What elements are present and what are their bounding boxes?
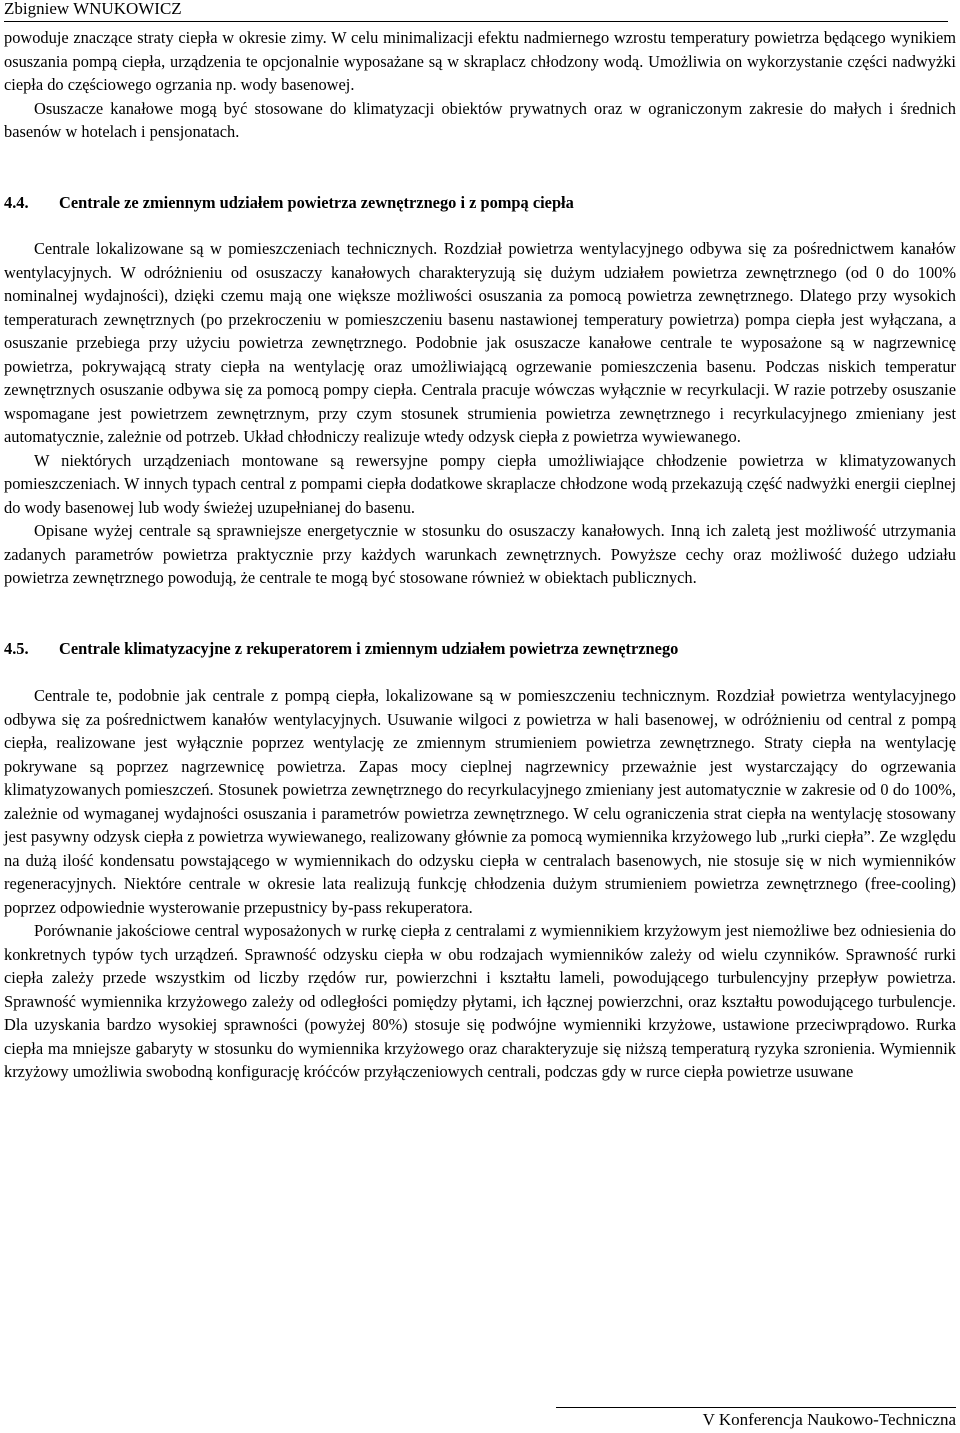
spacer bbox=[4, 660, 956, 684]
paragraph-section-4-5-2: Porównanie jakościowe central wyposażonych w rurkę ciepła z centralami z wymiennikiem krzyżowym jest niemożliwe bez odniesienia do konkretnych typów tych urządzeń. Sprawność odzysku ciepła w obu rodzajach wymienników zależy od wielu czynników. Sprawność rurki ciepła zależy przede wszystkim od liczby rzędów rur, powierzchni i kształtu lameli, powodującego turbulencyjny przepływ powietrza. Sprawność wymiennika krzyżowego zależy od odległości pomiędzy płytami, ich łącznej powierzchni, oraz kształtu powodującego turbulencje. Dla uzyskania bardzo wysokiej sprawności (powyżej 80%) stosuje się podwójne wymienniki krzyżowe, ustawione przeciwprądowo. Rurka ciepła ma mniejsze gabaryty w stosunku do wymiennika krzyżowego oraz charakteryzuje się niższą temperaturą ryzyka szronienia. Wymiennik krzyżowy umożliwia swobodną konfigurację króćców przyłączeniowych centrali, podczas gdy w rurce ciepła powietrze usuwane bbox=[4, 921, 956, 1081]
paragraph-duct-dehumidifiers: Osuszacze kanałowe mogą być stosowane do klimatyzacji obiektów prywatnych oraz w ograniczonym zakresie do małych i średnich basenów w hotelach i pensjonatach. bbox=[4, 98, 956, 141]
paragraph-section-4-4-3: Opisane wyżej centrale są sprawniejsze energetycznie w stosunku do osuszaczy kanałowych. Inną ich zaletą jest możliwość utrzymania zadanych parametrów powietrza praktycznie przy każdych warunkach zewnętrznych. Powyższe cechy oraz możliwość dużego udziału powietrza zewnętrznego powodują, że centrale te mogą być stosowane również w obiektach publicznych. bbox=[4, 521, 956, 587]
section-number: 4.4. bbox=[4, 192, 29, 212]
running-header-author: Zbigniew WNUKOWICZ bbox=[4, 0, 948, 22]
spacer bbox=[4, 214, 956, 237]
section-title: Centrale ze zmiennym udziałem powietrza zewnętrznego i z pompą ciepła bbox=[59, 192, 574, 212]
paragraph-section-4-5-1: Centrale te, podobnie jak centrale z pompą ciepła, lokalizowane są w pomieszczeniu technicznym. Rozdział powietrza wentylacyjnego odbywa się za pośrednictwem kanałów wentylacyjnych. Usuwanie wilgoci z powietrza w hali basenowej, w odróżnieniu od central z pompą ciepła, realizowane jest wyłącznie poprzez wentylację ze zmiennym strumieniem powietrza zewnętrznego. Straty ciepła na wentylację pokrywane są poprzez nagrzewnicę powietrza. Zapas mocy cieplnej nagrzewnicy przeważnie jest wystarczający do ogrzewania klimatyzowanych pomieszczeń. Stosunek powietrza zewnętrznego do recyrkulacyjnego zmieniany jest automatycznie w zakresie od 0 do 100%, zależnie od wymaganej wydajności osuszania i parametrów powietrza zewnętrznego. W celu ograniczenia strat ciepła na wentylację stosowany jest pasywny odzysk ciepła z powietrza wywiewanego, realizowany głównie za pomocą wymiennika krzyżowego lub „rurki ciepła”. Ze względu na dużą ilość kondensatu powstającego w wymiennikach do odzysku ciepła w centralach basenowych, nie stosuje się w nich wymienników regeneracyjnych. Niektóre centrale w okresie lata realizują funkcję chłodzenia dużym strumieniem powietrza zewnętrznego (free-cooling) poprzez odpowiednie wysterowanie przepustnicy by-pass rekuperatora. bbox=[4, 686, 956, 917]
paragraph-intro-continuation: powoduje znaczące straty ciepła w okresie zimy. W celu minimalizacji efektu nadmiernego wzrostu temperatury powietrza będącego wynikiem osuszania pompą ciepła, urządzenia te opcjonalnie wyposażane są w skraplacz chłodzony wodą. Umożliwia on wykorzystanie części nadwyżki ciepła do częściowego ogrzania np. wody basenowej. bbox=[4, 28, 956, 94]
paragraph-section-4-4-1: Centrale lokalizowane są w pomieszczeniach technicznych. Rozdział powietrza wentylacyjnego odbywa się za pośrednictwem kanałów wentylacyjnych. W odróżnieniu od osuszaczy kanałowych charakteryzują się dużym udziałem powietrza zewnętrznego (od 0 do 100% nominalnej wydajności), dzięki czemu mają one większe możliwości osuszania za pomocą powietrza zewnętrznego. Dlatego przy wysokich temperaturach zewnętrznych (po przekroczeniu w pomieszczeniu basenu nastawionej temperatury powietrza) pompa ciepła jest wyłączana, a osuszanie przebiega przy użyciu powietrza zewnętrznego. Podobnie jak osuszacze kanałowe centrale te wyposażone są w nagrzewnicę powietrza, pokrywającą straty ciepła na wentylację oraz umożliwiającą ogrzewanie pomieszczenia basenu. Podczas niskich temperatur zewnętrznych osuszanie odbywa się za pomocą pompy ciepła. Centrala pracuje wówczas wyłącznie w recyrkulacji. W razie potrzeby osuszanie wspomagane jest powietrzem zewnętrznym, przy czym stosunek strumienia powietrza zewnętrznego i recyrkulacyjnego zmieniany jest automatycznie, zależnie od potrzeb. Układ chłodniczy realizuje wtedy odzysk ciepła z powietrza wywiewanego. bbox=[4, 239, 956, 446]
running-footer-conference: V Konferencja Naukowo-Techniczna bbox=[556, 1407, 956, 1431]
section-heading-4-5 bbox=[4, 637, 956, 661]
section-title: Centrale klimatyzacyjne z rekuperatorem i zmiennym udziałem powietrza zewnętrznego bbox=[59, 638, 679, 658]
document-body bbox=[4, 26, 956, 1084]
paragraph-section-4-4-2: W niektórych urządzeniach montowane są rewersyjne pompy ciepła umożliwiające chłodzenie powietrza w klimatyzowanych pomieszczeniach. W innych typach central z pompami ciepła dodatkowe skraplacze chłodzone wodą przekazują część nadwyżki energii cieplnej do wody basenowej lub wody świeżej uzupełnianej do basenu. bbox=[4, 450, 956, 517]
spacer bbox=[4, 144, 956, 191]
spacer bbox=[4, 590, 956, 637]
section-number: 4.5. bbox=[4, 638, 29, 658]
section-heading-4-4 bbox=[4, 191, 956, 215]
